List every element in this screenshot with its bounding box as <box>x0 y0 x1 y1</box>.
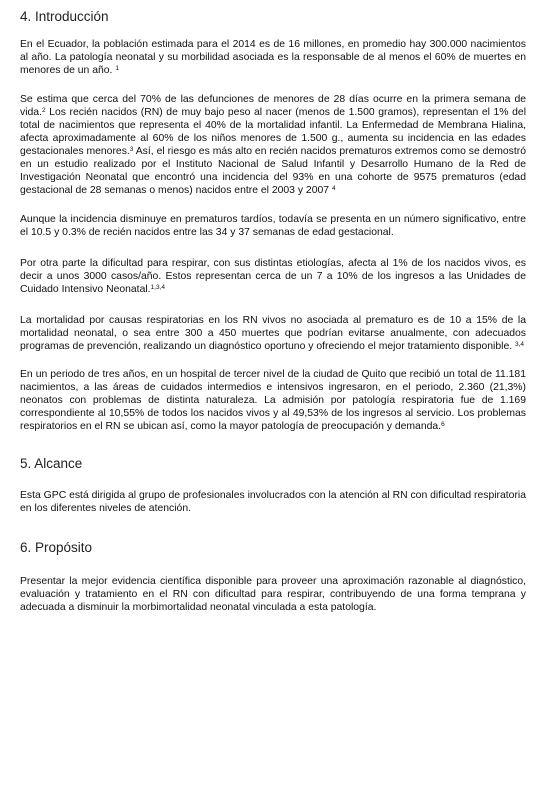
paragraph-text: En un periodo de tres años, en un hospital de tercer nivel de la ciudad de Quito que recibió un total de 11.181 nacimientos, a las áreas de cuidados intermedios e intensivos ingresaron, en el periodo, 2.360 (21,3%) neonatos con problemas de distinta naturaleza. La admisión por patología respiratoria fue de 1.169 correspondiente al 10,55% de todos los nacidos vivos y al 49,53% de los ingresos al servicio. Los problemas respiratorios en el RN se ubican así, como la mayor patología de preocupación y demanda. <box>20 369 526 432</box>
intro-paragraph-1 <box>20 38 526 77</box>
section-heading-proposito: 6. Propósito <box>20 540 93 555</box>
intro-paragraph-4 <box>20 257 526 296</box>
intro-paragraph-5 <box>20 314 526 353</box>
citation-superscript: 6 <box>441 421 445 428</box>
proposito-paragraph: Presentar la mejor evidencia científica disponible para proveer una aproximación razonable al diagnóstico, evaluación y tratamiento en el RN con dificultad para respirar, contribuyendo de una forma temprana y adecuada a disminuir la morbimortalidad neonatal vinculada a esta patología. <box>20 576 526 613</box>
citation-superscript: 4 <box>331 185 336 192</box>
citation-superscript: 3 <box>129 146 134 153</box>
intro-paragraph-2 <box>20 93 526 197</box>
paragraph-text: En el Ecuador, la población estimada para el 2014 es de 16 millones, en promedio hay 300.000 nacimientos al año. La patología neonatal y su morbilidad asociada es la responsable de al menos el 60% de muertes en menores de un año. <box>20 39 526 76</box>
paragraph-text: Así, el riesgo es más alto en recién nacidos prematuros extremos como se demostró en un estudio realizado por el Instituto Nacional de Salud Infantil y Desarrollo Humano de la Red de Investigación Neonatal que encontró una incidencia del 93% en una cohorte de 9575 prematuros (edad gestacional de 28 semanas o menos) nacidos entre el 2003 y 2007 <box>20 146 526 196</box>
intro-paragraph-6 <box>20 368 526 433</box>
alcance-paragraph: Esta GPC está dirigida al grupo de profesionales involucrados con la atención al RN con dificultad respiratoria en los diferentes niveles de atención. <box>20 490 526 514</box>
citation-superscript: 3,4 <box>515 341 525 348</box>
paragraph-text: Por otra parte la dificultad para respirar, con sus distintas etiologías, afecta al 1% de los nacidos vivos, es decir a unos 3000 casos/año. Estos representan cerca de un 7 a 10% de los ingresos a las Unidades de Cuidado Intensivo Neonatal. <box>20 258 526 295</box>
citation-superscript: 2 <box>41 107 46 114</box>
paragraph-text: Se estima que cerca del 70% de las defunciones de menores de 28 días ocurre en la primera semana de vida. <box>20 94 526 118</box>
paragraph-text: La mortalidad por causas respiratorias en los RN vivos no asociada al prematuro es de 10 a 15% de la mortalidad neonatal, o sea entre 300 a 450 muertes que podrían evitarse anualmente, con adecuados programas de prevención, realizando un diagnóstico oportuno y ofreciendo el mejor tratamiento disponible. <box>20 315 526 352</box>
citation-superscript: 1 <box>115 65 119 72</box>
paragraph-text: Los recién nacidos (RN) de muy bajo peso al nacer (menos de 1.500 gramos), representan el 1% del total de nacimientos que representa el 40% de la mortalidad infantil. La Enfermedad de Membrana Hialina, afecta aproximadamente al 60% de los niños menores de 1.500 g., aumenta su incidencia en las edades gestacionales menores. <box>20 107 526 157</box>
document-page <box>20 8 526 614</box>
intro-paragraph-3: Aunque la incidencia disminuye en prematuros tardíos, todavía se presenta en un número significativo, entre el 10.5 y 0.3% de recién nacidos entre las 34 y 37 semanas de edad gestacional. <box>20 214 526 238</box>
section-heading-introduccion: 4. Introducción <box>20 9 109 24</box>
citation-superscript: 1,3,4 <box>150 284 166 291</box>
section-heading-alcance: 5. Alcance <box>20 456 83 471</box>
